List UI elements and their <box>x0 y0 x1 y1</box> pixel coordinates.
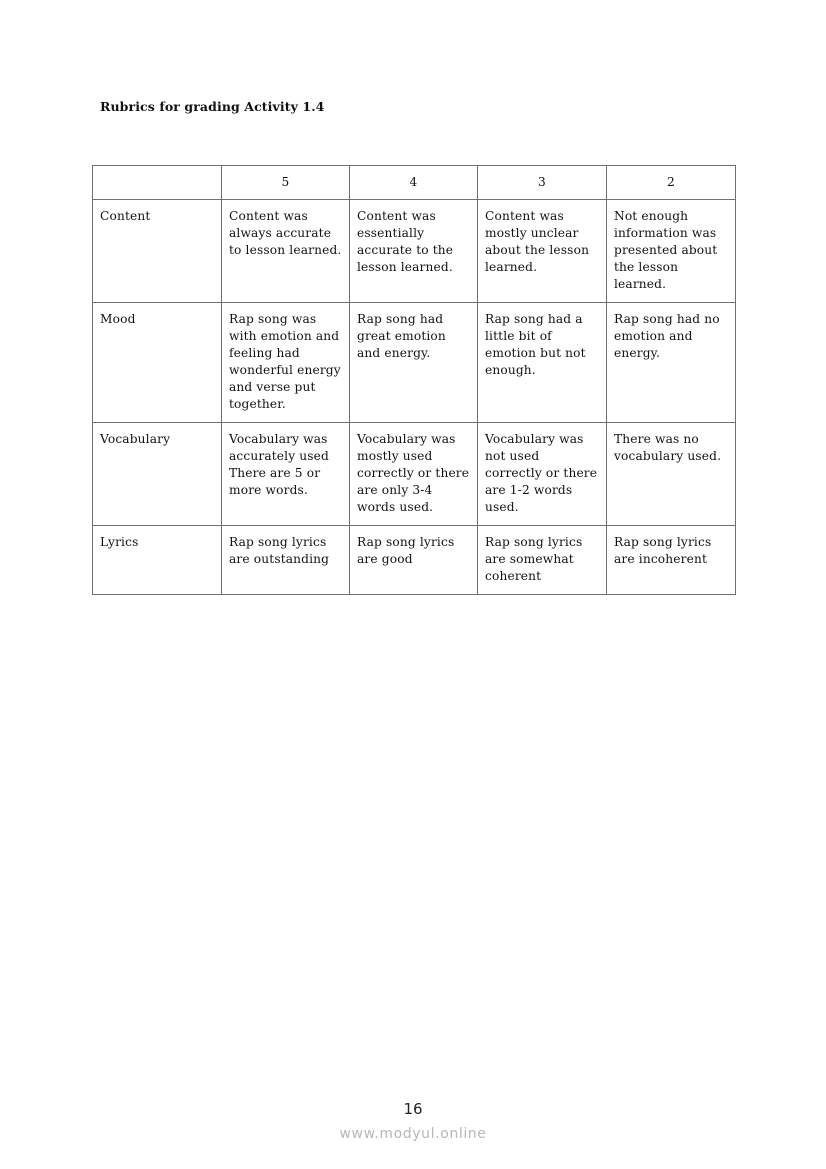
descriptor-cell: Rap song had great emotion and energy. <box>350 303 478 423</box>
header-cell-blank <box>93 166 222 200</box>
descriptor-cell: There was no vocabulary used. <box>607 423 736 526</box>
descriptor-cell: Vocabulary was accurately used There are 5 or more words. <box>222 423 350 526</box>
rubric-table <box>92 165 736 595</box>
rubric-row-mood <box>93 303 736 423</box>
descriptor-cell: Rap song lyrics are good <box>350 526 478 595</box>
watermark: www.modyul.online <box>339 1126 487 1142</box>
descriptor-cell: Content was always accurate to lesson learned. <box>222 200 350 303</box>
header-cell-score-5: 5 <box>222 166 350 200</box>
descriptor-cell: Vocabulary was not used correctly or there are 1-2 words used. <box>478 423 607 526</box>
rubric-row-lyrics <box>93 526 736 595</box>
rubric-row-content <box>93 200 736 303</box>
descriptor-cell: Rap song lyrics are outstanding <box>222 526 350 595</box>
descriptor-cell: Rap song was with emotion and feeling had wonderful energy and verse put together. <box>222 303 350 423</box>
page-number: 16 <box>403 1100 423 1118</box>
descriptor-cell: Rap song had a little bit of emotion but not enough. <box>478 303 607 423</box>
rubric-row-vocabulary <box>93 423 736 526</box>
criterion-cell: Vocabulary <box>93 423 222 526</box>
descriptor-cell: Vocabulary was mostly used correctly or there are only 3-4 words used. <box>350 423 478 526</box>
criterion-cell: Lyrics <box>93 526 222 595</box>
descriptor-cell: Content was mostly unclear about the lesson learned. <box>478 200 607 303</box>
criterion-cell: Mood <box>93 303 222 423</box>
descriptor-cell: Content was essentially accurate to the lesson learned. <box>350 200 478 303</box>
descriptor-cell: Rap song lyrics are somewhat coherent <box>478 526 607 595</box>
header-cell-score-2: 2 <box>607 166 736 200</box>
descriptor-cell: Rap song had no emotion and energy. <box>607 303 736 423</box>
header-cell-score-3: 3 <box>478 166 607 200</box>
criterion-cell: Content <box>93 200 222 303</box>
descriptor-cell: Not enough information was presented about the lesson learned. <box>607 200 736 303</box>
header-cell-score-4: 4 <box>350 166 478 200</box>
page-heading: Rubrics for grading Activity 1.4 <box>100 99 325 114</box>
descriptor-cell: Rap song lyrics are incoherent <box>607 526 736 595</box>
rubric-header-row <box>93 166 736 200</box>
